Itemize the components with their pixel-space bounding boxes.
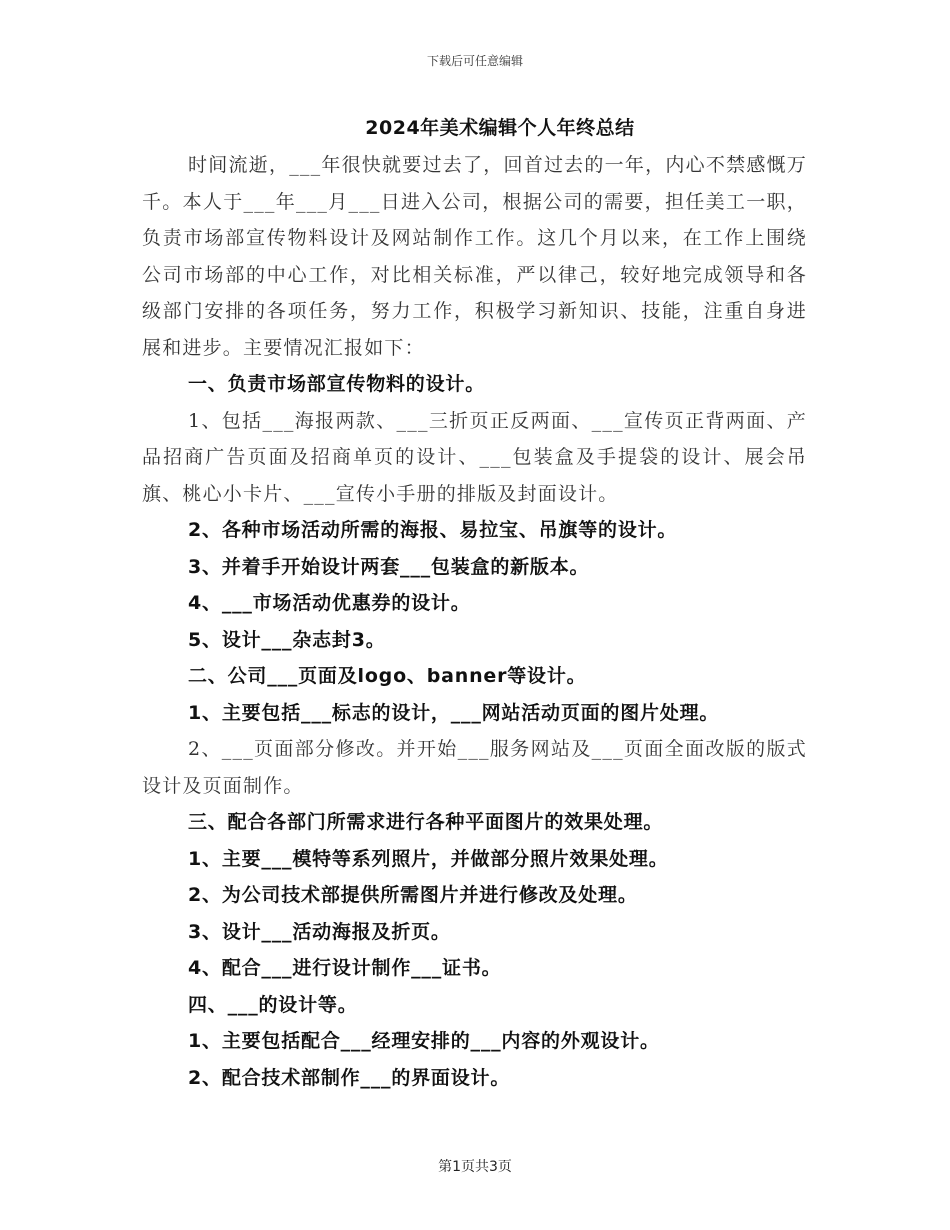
document-title: 2024年美术编辑个人年终总结 — [365, 117, 635, 139]
document-body — [142, 147, 807, 1096]
page-number: 第1页共3页 — [438, 1159, 512, 1175]
section-heading-4: 四、___的设计等。 — [188, 993, 358, 1016]
section-heading-3: 三、配合各部门所需求进行各种平面图片的效果处理。 — [188, 811, 664, 833]
list-item: 2、各种市场活动所需的海报、易拉宝、吊旗等的设计。 — [188, 519, 678, 541]
list-item: 1、主要___模特等系列照片，并做部分照片效果处理。 — [188, 847, 669, 870]
list-item: 4、配合___进行设计制作___证书。 — [188, 957, 502, 979]
list-item: 1、包括___海报两款、___三折页正反两面、___宣传页正背两面、产品招商广告页面及招商单页的设计、___包装盒及手提袋的设计、展会吊旗、桃心小卡片、___宣传小手册的排版及封面设计。 — [142, 409, 807, 505]
header-note: 下载后可任意编辑 — [426, 54, 523, 68]
list-item: 1、主要包括___标志的设计，___网站活动页面的图片处理。 — [188, 701, 720, 724]
intro-paragraph: 时间流逝，___年很快就要过去了，回首过去的一年，内心不禁感慨万千。本人于___年___月___日进入公司，根据公司的需要，担任美工一职，负责市场部宣传物料设计及网站制作工作。这几个月以来，在工作上围绕公司市场部的中心工作，对比相关标准，严以律己，较好地完成领导和各级部门安排的各项任务，努力工作，积极学习新知识、技能，注重自身进展和进步。主要情况汇报如下： — [142, 154, 807, 359]
list-item: 2、___页面部分修改。并开始___服务网站及___页面全面改版的版式设计及页面制作。 — [142, 738, 807, 797]
list-item: 3、并着手开始设计两套___包装盒的新版本。 — [188, 555, 590, 578]
list-item: 5、设计___杂志封3。 — [188, 628, 386, 651]
list-item: 1、主要包括配合___经理安排的___内容的外观设计。 — [188, 1030, 660, 1052]
section-heading-1: 一、负责市场部宣传物料的设计。 — [188, 373, 486, 395]
list-item: 2、配合技术部制作___的界面设计。 — [188, 1066, 511, 1089]
list-item: 4、___市场活动优惠券的设计。 — [188, 592, 471, 614]
list-item: 3、设计___活动海报及折页。 — [188, 920, 451, 943]
list-item: 2、为公司技术部提供所需图片并进行修改及处理。 — [188, 884, 638, 906]
section-heading-2: 二、公司___页面及logo、banner等设计。 — [188, 665, 587, 687]
